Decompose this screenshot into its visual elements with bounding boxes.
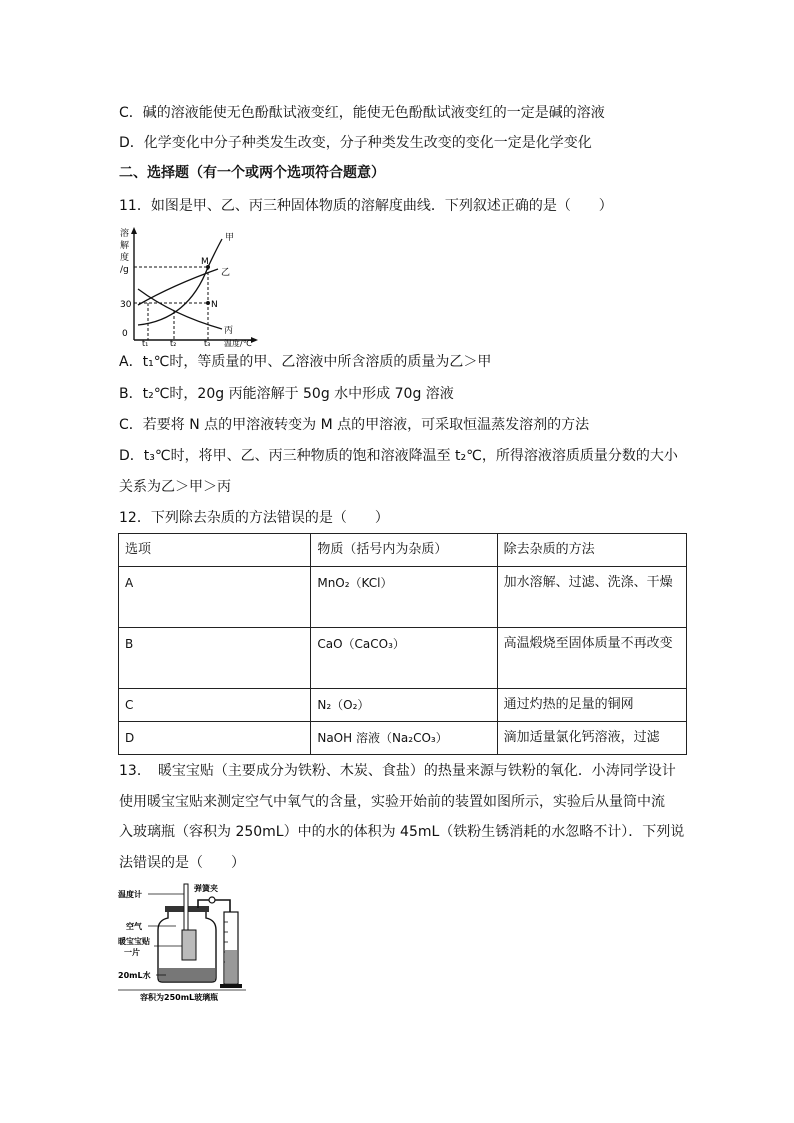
label-air: 空气 [126,922,142,931]
impurity-table [118,533,687,755]
tick-t2: t₂ [170,339,177,347]
label-clamp: 弹簧夹 [194,884,218,893]
label-pad-2: 一片 [124,948,140,957]
question-13-line4: 法错误的是（ ） [119,855,245,871]
table-row [119,722,687,755]
q11-option-a: A．t₁℃时，等质量的甲、乙溶液中所含溶质的质量为乙＞甲 [119,354,492,370]
q11-option-b: B．t₂℃时，20g 丙能溶解于 50g 水中形成 70g 溶液 [119,386,454,402]
row-b-substance: CaO（CaCO₃） [311,628,497,689]
curve-jia-label: 甲 [225,233,235,243]
row-a-substance: MnO₂（KCl） [311,567,497,628]
table-header-row [119,534,687,567]
row-c-option: C [119,689,311,722]
q11-option-c: C．若要将 N 点的甲溶液转变为 M 点的甲溶液，可采取恒温蒸发溶剂的方法 [119,417,590,433]
curve-yi [138,269,218,305]
header-substance: 物质（括号内为杂质） [311,534,497,567]
x-title: 温度/℃ [224,339,252,347]
cylinder-base [220,984,242,988]
q11-option-d-line2: 关系为乙＞甲＞丙 [119,479,231,495]
section-heading: 二、选择题（有一个或两个选项符合题意） [119,165,385,181]
cylinder-water [225,950,237,983]
table-row [119,567,687,628]
question-13-line3: 入玻璃瓶（容积为 250mL）中的水的体积为 45mL（铁粉生锈消耗的水忽略不计）．下列说 [119,824,685,840]
header-option: 选项 [119,534,311,567]
row-c-substance: N₂（O₂） [311,689,497,722]
row-d-method: 滴加适量氯化钙溶液，过滤 [497,722,686,755]
header-method: 除去杂质的方法 [497,534,686,567]
curve-yi-label: 乙 [221,268,231,278]
clamp-icon [209,897,215,903]
row-c-method: 通过灼热的足量的铜网 [497,689,686,722]
option-d-prev: D．化学变化中分子种类发生改变，分子种类发生改变的变化一定是化学变化 [119,135,592,151]
tick-t3: t₃ [204,339,211,347]
point-n-label: N [211,300,218,310]
x-arrow-icon [251,337,258,343]
label-water: 20mL水 [118,971,151,980]
label-pad-1: 暖宝宝贴 [118,937,150,946]
origin-label: 0 [122,329,128,339]
y-tick-30: 30 [120,300,132,310]
row-d-substance: NaOH 溶液（Na₂CO₃） [311,722,497,755]
row-b-method: 高温煅烧至固体质量不再改变 [497,628,686,689]
question-13-line2: 使用暖宝宝贴来测定空气中氧气的含量，实验开始前的装置如图所示，实验后从量筒中流 [119,794,665,810]
y-arrow-icon [131,227,137,234]
question-13-line1: 13． 暖宝宝贴（主要成分为铁粉、木炭、食盐）的热量来源与铁粉的氧化．小涛同学设计 [119,763,676,779]
curve-bing-label: 丙 [224,326,234,336]
table-row [119,628,687,689]
table-row [119,689,687,722]
y-title-2: 解 [120,241,130,251]
water-layer [159,968,215,981]
y-title-1: 溶 [120,229,130,239]
row-d-option: D [119,722,311,755]
point-n [206,301,210,305]
heat-pad [182,930,196,960]
row-a-option: A [119,567,311,628]
y-title-3: 度 [120,253,130,263]
question-11: 11．如图是甲、乙、丙三种固体物质的溶解度曲线．下列叙述正确的是（ ） [119,198,613,214]
question-12: 12．下列除去杂质的方法错误的是（ ） [119,510,389,526]
q11-option-d-line1: D．t₃℃时，将甲、乙、丙三种物质的饱和溶液降温至 t₂℃，所得溶液溶质质量分数的大小 [119,448,678,464]
apparatus-figure [118,880,248,1002]
y-unit: /g [120,265,129,275]
tick-t1: t₁ [142,339,149,347]
row-a-method: 加水溶解、过滤、洗涤、干燥 [497,567,686,628]
option-c-prev: C．碱的溶液能使无色酚酞试液变红，能使无色酚酞试液变红的一定是碱的溶液 [119,105,605,121]
row-b-option: B [119,628,311,689]
solubility-graph [118,225,258,347]
figure-caption: 容积为250mL玻璃瓶 [140,993,219,1002]
label-thermometer: 温度计 [118,890,142,899]
point-m-label: M [201,257,209,267]
curve-jia [138,239,222,325]
